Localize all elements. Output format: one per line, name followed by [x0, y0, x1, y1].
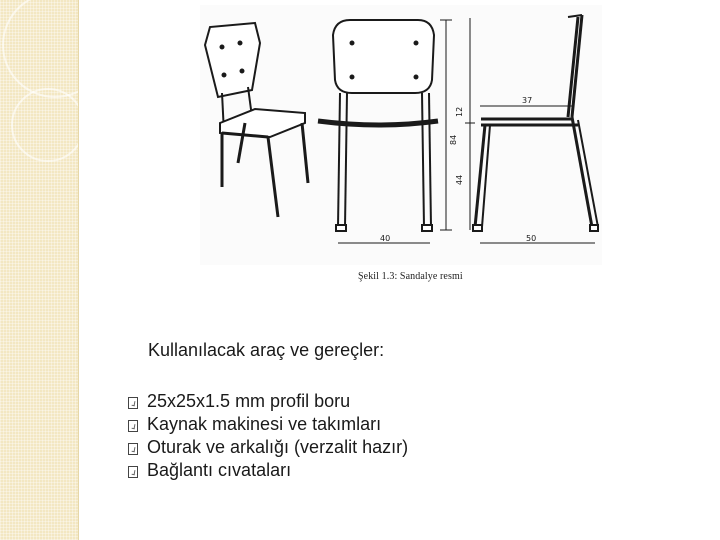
chair-drawing — [200, 5, 602, 265]
dimension-depth-side: 50 — [526, 234, 537, 243]
tools-heading: Kullanılacak araç ve gereçler: — [148, 340, 385, 360]
dimension-width-front: 40 — [380, 234, 391, 243]
tools-list — [128, 390, 408, 482]
perspective-chair-back — [205, 23, 260, 97]
chair-figure — [200, 5, 602, 265]
front-view-seat — [318, 121, 438, 125]
dimension-seat-height: 44 — [455, 174, 464, 185]
checkbox-bullet-icon — [128, 443, 138, 455]
checkbox-bullet-icon — [128, 420, 138, 432]
list-item — [128, 413, 408, 436]
dimension-depth-top: 37 — [522, 96, 533, 105]
list-item — [128, 459, 408, 482]
dimension-back-height: 12 — [455, 106, 464, 117]
decorative-side-strip — [0, 0, 79, 540]
dimension-total-height: 84 — [449, 134, 458, 145]
front-view-back — [333, 20, 434, 93]
list-item — [128, 436, 408, 459]
list-item-text: Oturak ve arkalığı (verzalit hazır) — [147, 437, 409, 457]
checkbox-bullet-icon — [128, 397, 138, 409]
checkbox-bullet-icon — [128, 466, 138, 478]
list-item-text: 25x25x1.5 mm profil boru — [147, 391, 351, 411]
list-item-text: Bağlantı cıvataları — [147, 460, 292, 480]
figure-caption: Şekil 1.3: Sandalye resmi — [358, 271, 463, 282]
list-item — [128, 390, 408, 413]
list-item-text: Kaynak makinesi ve takımları — [147, 414, 382, 434]
decorative-circles — [0, 0, 78, 540]
